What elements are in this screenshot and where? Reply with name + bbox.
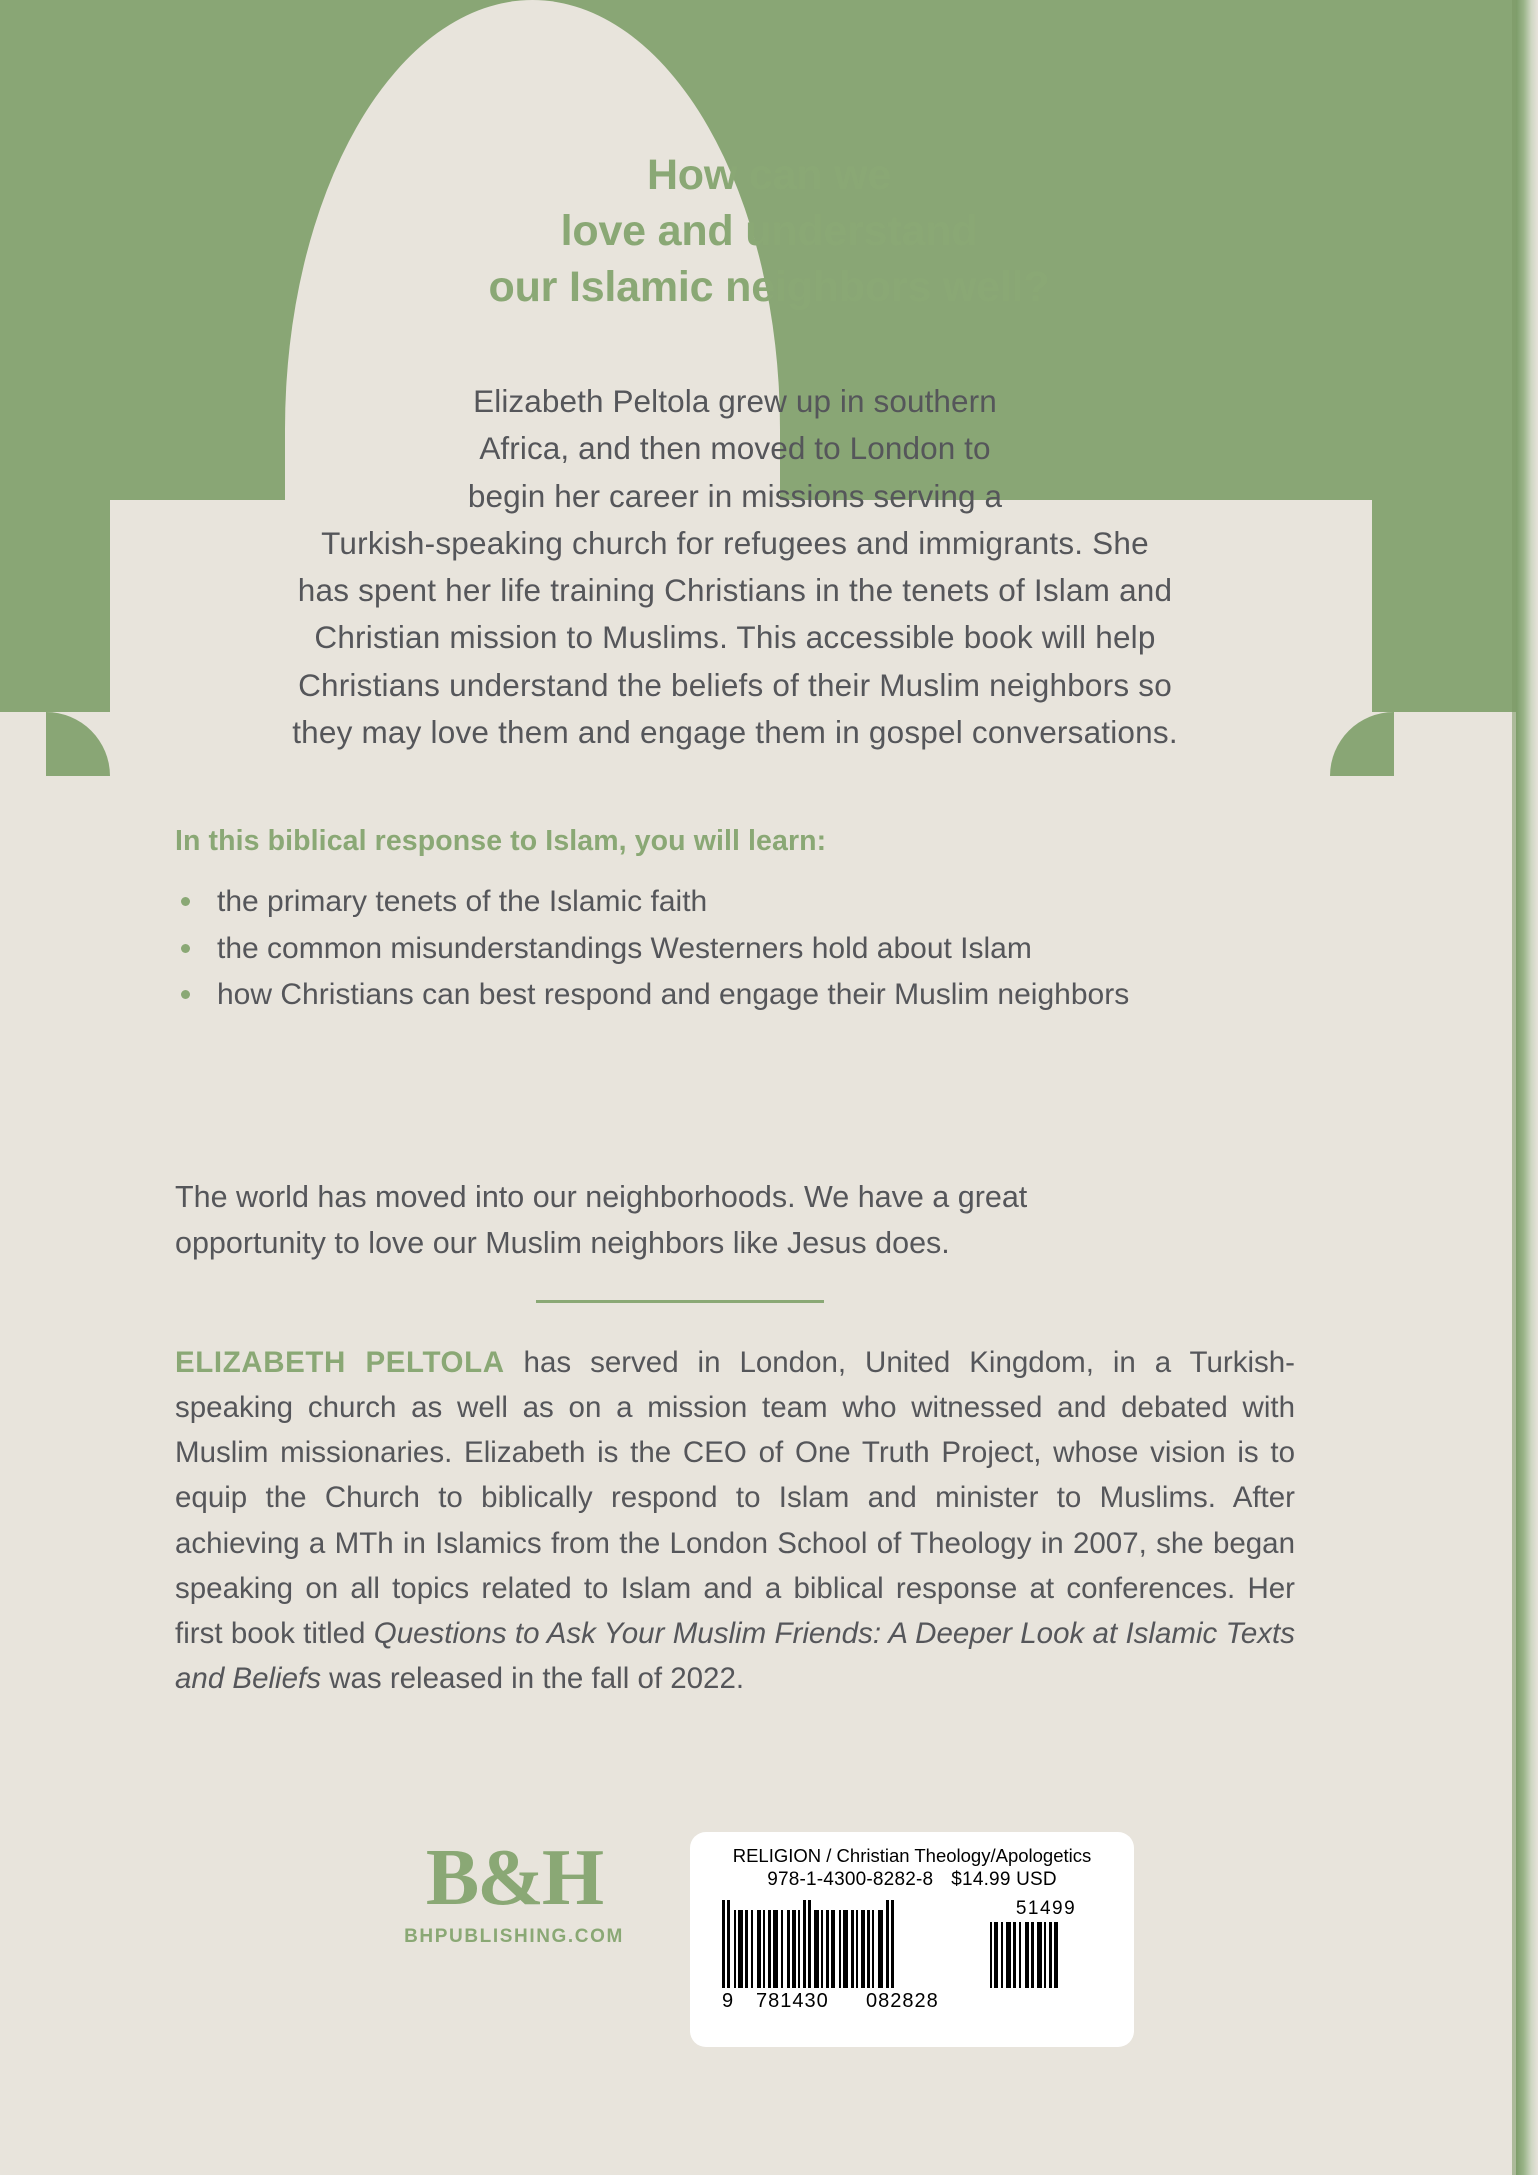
blurb-line: Africa, and then moved to London to — [479, 430, 991, 467]
addon-digits: 51499 — [1015, 1898, 1077, 1919]
barcode-graphics — [690, 1894, 1134, 2044]
ean-digits-right: 082828 — [866, 1990, 939, 2012]
author-bio-text-part-1: has served in London, United Kingdom, in a Turkish-speaking church as well as on a mission team who witnessed and debated with Muslim missionaries. Elizabeth is the CEO of One Truth Project, whose vision is to equip the Church to biblically respond to Islam and minister to Muslims. After achieving a MTh in Islamics from the London School of Theology in 2007, she began speaking on all topics related to Islam and a biblical response at conferences. Her first book titled — [175, 1346, 1295, 1650]
author-bio-text-part-2: was released in the fall of 2022. — [320, 1661, 745, 1695]
list-item — [175, 880, 1305, 925]
ean13-barcode — [722, 1900, 967, 1988]
headline-line-3: our Islamic neighbors well? — [488, 262, 1050, 311]
blurb-line: Christians understand the beliefs of their Muslim neighbors so — [298, 666, 1172, 703]
list-item-label: how Christians can best respond and engage their Muslim neighbors — [217, 978, 1130, 1012]
bh-logo-mark: B&H — [425, 1834, 603, 1922]
blurb-line: Elizabeth Peltola grew up in southern — [473, 383, 997, 419]
isbn-and-price — [690, 1869, 1134, 1891]
blurb-line: Turkish-speaking church for refugees and immigrants. She — [321, 524, 1149, 561]
author-bio — [175, 1340, 1295, 1701]
closing-paragraph — [175, 1175, 1295, 1267]
ean5-addon-barcode — [990, 1918, 1102, 1988]
blurb-line: begin her career in missions serving a — [467, 477, 1003, 514]
description-paragraph — [175, 378, 1295, 756]
barcode-label — [690, 1832, 1134, 2047]
ean-digit-lead: 9 — [722, 1990, 735, 2012]
list-item-label: the common misunderstandings Westerners hold about Islam — [217, 931, 1032, 965]
blurb-line: has spent her life training Christians in the tenets of Islam and — [297, 572, 1173, 608]
learn-list-heading: In this biblical response to Islam, you will learn: — [175, 825, 827, 857]
publisher-website: BHPUBLISHING.COM — [404, 1926, 624, 1947]
bullet-dot-icon — [181, 944, 190, 953]
blurb-line: they may love them and engage them in gospel conversations. — [292, 713, 1178, 750]
author-name: ELIZABETH PELTOLA — [175, 1346, 505, 1379]
headline — [269, 148, 1269, 316]
publisher-logo-block — [394, 1834, 634, 1948]
price-value: $14.99 USD — [951, 1868, 1057, 1890]
ean-digits-left: 781430 — [756, 1990, 829, 2012]
bullet-dot-icon — [181, 990, 190, 999]
list-item — [175, 973, 1305, 1018]
horizontal-divider — [536, 1300, 824, 1303]
isbn-value: 978-1-4300-8282-8 — [767, 1868, 934, 1890]
previous-book-title: Questions to Ask Your Muslim Friends: A Deeper Look at Islamic Texts and Beliefs — [175, 1616, 1295, 1695]
headline-line-1: How can we — [646, 151, 892, 199]
blurb-line: Christian mission to Muslims. This accessible book will help — [314, 619, 1156, 656]
list-item-label: the primary tenets of the Islamic faith — [217, 885, 708, 918]
bullet-dot-icon — [181, 897, 190, 906]
closing-line: opportunity to love our Muslim neighbors like Jesus does. — [175, 1225, 950, 1260]
bisac-category: RELIGION / Christian Theology/Apologetics — [732, 1845, 1092, 1866]
learn-list — [175, 880, 1305, 1020]
list-item — [175, 927, 1305, 972]
closing-line: The world has moved into our neighborhoods. We have a great — [175, 1180, 1028, 1214]
headline-line-2: love and understand — [560, 206, 978, 255]
